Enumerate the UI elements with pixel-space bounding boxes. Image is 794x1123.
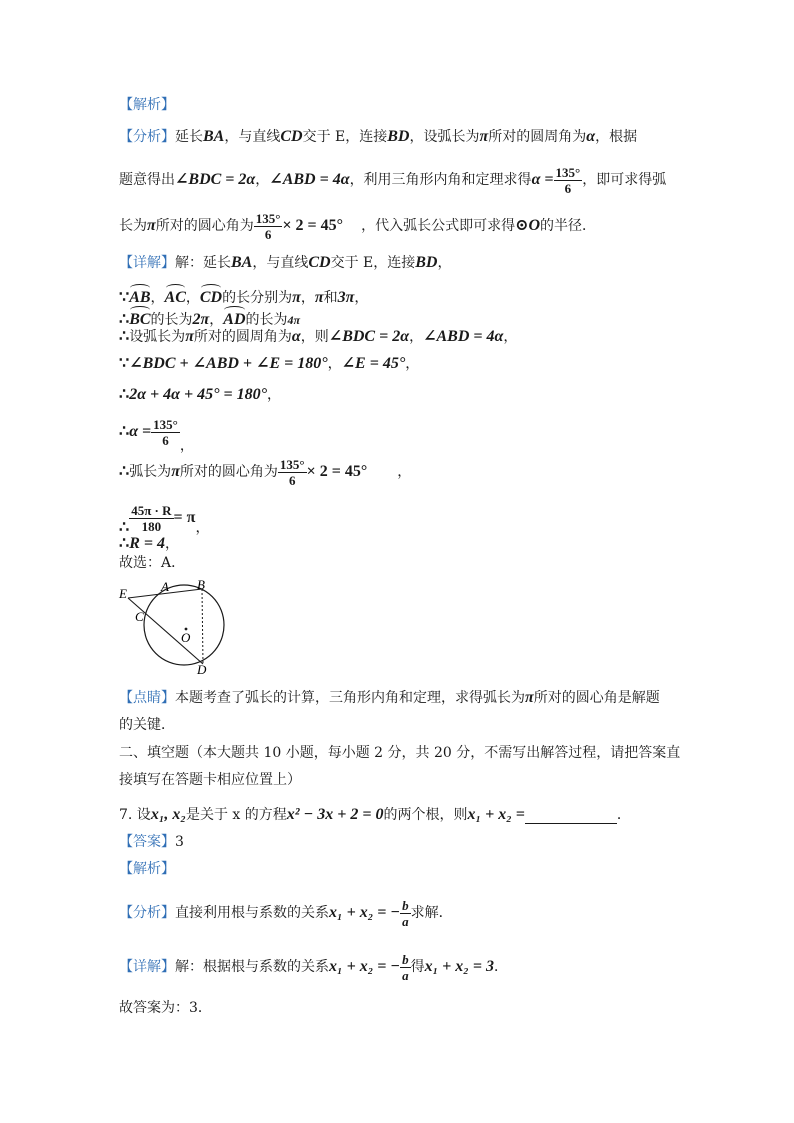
math-ba: BA — [203, 128, 225, 145]
text: 和 — [323, 290, 338, 306]
text: 的半径． — [540, 218, 597, 234]
because-symbol: ∵ — [119, 355, 130, 372]
math-pi: π — [147, 217, 156, 234]
section-title-2: 接填写在答题卡相应位置上） — [119, 772, 301, 788]
math-bd: BD — [415, 254, 438, 271]
math-pi: π — [292, 289, 301, 306]
text: 所对的圆周角为 — [193, 329, 292, 345]
arc-bc: BC — [129, 311, 151, 328]
q7-result: x₁ + x₂ = 3 — [424, 958, 494, 975]
dianjing-tag: 【点睛】 — [119, 690, 175, 706]
frac-num: 45π · R — [131, 502, 172, 518]
text: ． — [493, 959, 508, 975]
text: 解：根据根与系数的关系 — [175, 959, 329, 975]
vieta-formula: x₁ + x₂ = − — [329, 958, 401, 975]
label-d: D — [197, 662, 207, 674]
text: 所对的圆心角为 — [155, 218, 254, 234]
text: ， — [209, 312, 224, 328]
text: 题意得出 — [119, 172, 175, 188]
arc-ac: AC — [164, 289, 186, 306]
math-angle-abd: ∠ABD = 4α — [423, 328, 504, 345]
line-bd-dashed — [202, 589, 203, 664]
math-pi: π — [525, 689, 534, 706]
fraction-135-6 — [151, 417, 180, 448]
fenxi-tag: 【分析】 — [119, 905, 175, 921]
final-answer: 故答案为：3． — [119, 1000, 212, 1016]
math-r-result: R = 4 — [129, 535, 165, 552]
math-bd: BD — [387, 128, 410, 145]
text: ，设弧长为 — [409, 129, 480, 145]
math-cd: CD — [280, 128, 303, 145]
detail-line-8 — [119, 452, 411, 492]
fraction-b-a — [400, 898, 411, 929]
math-pi: π — [171, 463, 180, 480]
remark-line-1 — [119, 689, 660, 707]
arc-cd: CD — [199, 289, 223, 306]
jiexi-heading — [119, 96, 175, 114]
math-ba: BA — [231, 254, 253, 271]
text: 的长为 — [245, 312, 288, 328]
label-e: E — [119, 586, 127, 601]
therefore-symbol: ∴ — [119, 423, 130, 440]
math-alpha: α — [586, 128, 596, 145]
q7-text: 7. 设 — [119, 807, 151, 823]
text: ，与直线 — [224, 129, 281, 145]
q7-equation: x² − 3x + 2 = 0 — [286, 806, 384, 823]
detail-line-1 — [119, 254, 451, 272]
frac-den: 180 — [141, 518, 162, 534]
fraction-135-6 — [254, 211, 283, 242]
fraction-135-6 — [278, 457, 307, 488]
geometry-figure — [116, 578, 236, 674]
text: 本题考查了弧长的计算，三角形内角和定理，求得弧长为 — [175, 690, 525, 706]
text: 解：延长 — [175, 255, 231, 271]
answer-value: 3 — [175, 834, 184, 850]
q7-text: ． — [616, 807, 631, 823]
question-7 — [119, 806, 631, 824]
q7-vars: x₁, x₂ — [150, 806, 186, 823]
text: 的关键． — [119, 717, 175, 733]
therefore-symbol: ∴ — [119, 386, 130, 403]
math-pi: π — [479, 128, 489, 145]
arc-ad: AD — [223, 311, 246, 328]
math-times-2: × 2 = 45° — [306, 463, 368, 480]
detail-line-9: ∴ $\frac{45\pi \cdot R}{180}$ = π， — [119, 502, 210, 536]
math-angle-abd: ∠ABD = 4α — [269, 171, 350, 188]
therefore-symbol: ∴ — [119, 535, 130, 552]
choose-line — [119, 554, 185, 572]
text: ，即可求得弧 — [582, 172, 667, 188]
text: ，利用三角形内角和定理求得 — [349, 172, 532, 188]
text: 的长分别为 — [222, 290, 293, 306]
text: ，与直线 — [252, 255, 309, 271]
frac-num: 135° — [255, 210, 281, 226]
frac-den: a — [402, 913, 409, 929]
therefore-symbol: ∴ — [119, 328, 130, 345]
frac-den: 6 — [162, 432, 169, 448]
text: ， — [300, 290, 315, 306]
section-title: 二、填空题（本大题共 10 小题，每小题 2 分，共 20 分，不需写出解答过程，请把答案直 — [119, 745, 681, 761]
detail-line-3 — [119, 311, 300, 329]
text: 所对的圆心角是解题 — [533, 690, 660, 706]
choose-text: 故选：A． — [119, 555, 186, 571]
text: 弧长为 — [129, 464, 172, 480]
daan-tag: 【答案】 — [119, 834, 175, 850]
jiexi-heading-2 — [119, 860, 175, 878]
math-circle-o: ⊙O — [515, 217, 541, 234]
arc-ab: AB — [129, 289, 151, 306]
math-cd: CD — [308, 254, 331, 271]
frac-den: a — [402, 967, 409, 983]
text: 延长 — [175, 129, 203, 145]
detail-line-5: ∵∠BDC + ∠ABD + ∠E = 180°，∠E = 45°， — [119, 355, 420, 372]
therefore-symbol: ∴ — [119, 519, 130, 536]
text: 交于 E，连接 — [330, 255, 416, 271]
math-2pi: 2π — [192, 311, 210, 328]
section-title-line-1 — [119, 744, 680, 762]
text: ， — [327, 356, 342, 372]
detail-line-10: ∴R = 4， — [119, 535, 179, 552]
text: 所对的圆周角为 — [488, 129, 587, 145]
q7-sum: x₁ + x₂ = — [467, 806, 525, 823]
text: 直接利用根与系数的关系 — [175, 905, 329, 921]
section-title-line-2 — [119, 771, 301, 789]
because-symbol: ∵ — [119, 289, 130, 306]
therefore-symbol: ∴ — [119, 463, 130, 480]
analysis-line-3 — [119, 206, 596, 246]
text: 长为 — [119, 218, 147, 234]
fenxi-tag: 【分析】 — [119, 129, 175, 145]
math-angle-bdc: ∠BDC = 2α — [328, 328, 410, 345]
text: ， — [397, 464, 412, 480]
jiexi-tag: 【解析】 — [119, 97, 175, 113]
text: 设弧长为 — [129, 329, 186, 345]
therefore-symbol: ∴ — [119, 311, 130, 328]
math-angle-e: ∠E = 45° — [341, 355, 406, 372]
answer-blank[interactable] — [525, 809, 617, 824]
frac-den: 6 — [289, 472, 296, 488]
text: 得 — [410, 959, 425, 975]
q7-text: 的两个根，则 — [383, 807, 468, 823]
text: 交于 E，连接 — [302, 129, 388, 145]
frac-num: 135° — [279, 456, 305, 472]
text: ， — [267, 387, 282, 403]
math-times-2: × 2 = 45° — [282, 217, 344, 234]
text: 求解． — [410, 905, 453, 921]
math-pi: π — [314, 289, 324, 306]
math-4pi: 4π — [287, 313, 301, 327]
detail-line-4: ∴设弧长为π所对的圆周角为α，则∠BDC = 2α，∠ABD = 4α， — [119, 328, 518, 345]
text: ， — [255, 172, 270, 188]
jiexi-tag: 【解析】 — [119, 861, 175, 877]
math-eq-pi: = π — [173, 509, 196, 526]
text: 的长为 — [150, 312, 193, 328]
fraction-r — [129, 503, 173, 534]
answer-line — [119, 833, 184, 851]
detail-line-6 — [119, 386, 281, 404]
detail-line-7: ∴α = $\frac{135^\circ}{6}$ ， — [119, 416, 194, 454]
math-eq-line: 2α + 4α + 45° = 180° — [129, 386, 268, 403]
q7-detail — [119, 946, 508, 988]
text: 所对的圆心角为 — [179, 464, 278, 480]
xiangjie-tag: 【详解】 — [119, 959, 175, 975]
analysis-line-1 — [119, 128, 637, 146]
xiangjie-tag: 【详解】 — [119, 255, 175, 271]
frac-den: 6 — [264, 226, 272, 242]
math-alpha-eq: α = — [129, 423, 152, 440]
line-ed — [128, 598, 203, 664]
text: ， — [437, 255, 452, 271]
text: ，根据 — [595, 129, 638, 145]
label-o: O — [181, 630, 191, 645]
text: ，代入弧长公式即可求得 — [361, 218, 516, 234]
math-angle-bdc: ∠BDC = 2α — [175, 171, 256, 188]
vieta-formula: x₁ + x₂ = − — [329, 904, 401, 921]
analysis-line-2 — [119, 160, 666, 200]
q7-final — [119, 999, 212, 1017]
remark-line-2 — [119, 716, 175, 734]
label-c: C — [135, 609, 144, 624]
frac-num: b — [402, 897, 409, 913]
detail-line-2: ∵AB，AC，CD的长分别为π，π和3π， — [119, 289, 369, 306]
frac-num: 135° — [153, 416, 178, 432]
circle-o — [144, 585, 224, 665]
math-alpha-eq: α = — [531, 171, 554, 188]
math-sum-angles: ∠BDC + ∠ABD + ∠E = 180° — [129, 355, 328, 372]
q7-text: 是关于 x 的方程 — [185, 807, 287, 823]
frac-den: 6 — [564, 180, 572, 196]
label-b: B — [197, 578, 205, 592]
math-alpha: α — [291, 328, 301, 345]
fraction-b-a — [400, 952, 411, 983]
math-3pi: 3π — [337, 289, 355, 306]
math-pi: π — [185, 328, 194, 345]
frac-num: b — [402, 951, 409, 967]
fraction-135-6 — [554, 165, 583, 196]
text: ，则 — [300, 329, 329, 345]
label-a: A — [161, 579, 169, 594]
q7-analysis — [119, 892, 453, 934]
frac-num: 135° — [555, 164, 581, 180]
